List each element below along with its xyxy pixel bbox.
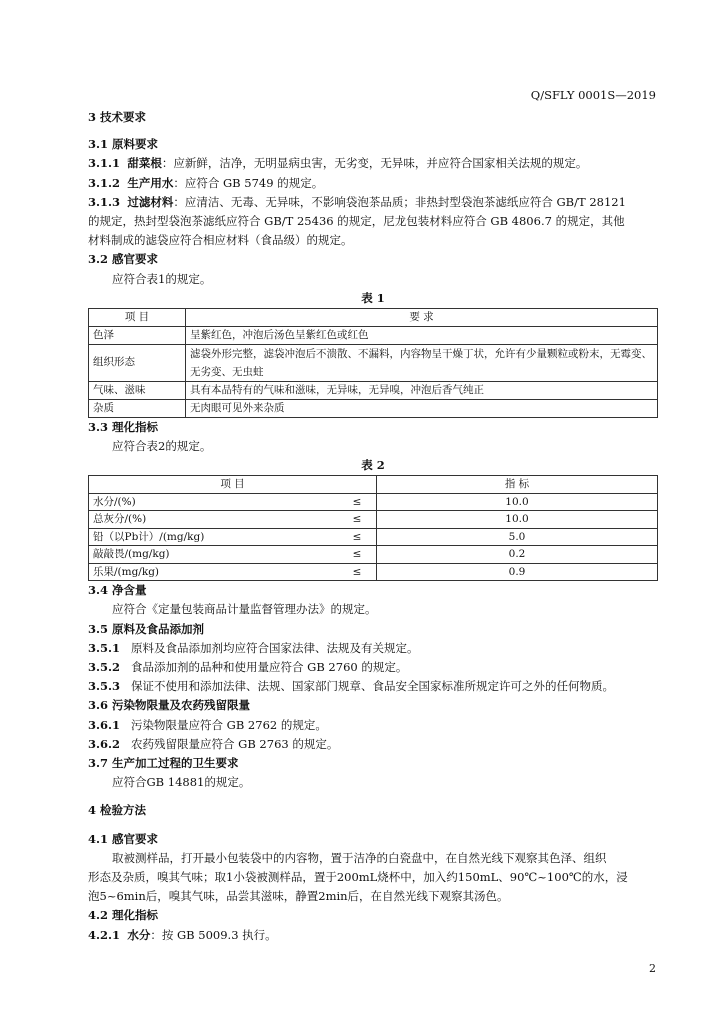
clause-3-5-2: 3.5.2 食品添加剂的品种和使用量应符合 GB 2760 的规定。 (88, 660, 408, 675)
section-3-3-text: 应符合表2的规定。 (112, 439, 212, 454)
clause-3-1-2: 3.1.2 生产用水：应符合 GB 5749 的规定。 (88, 175, 324, 190)
section-3-2-heading: 3.2 感官要求 (88, 252, 159, 267)
clause-3-1-3-line3: 材料制成的滤袋应符合相应材料（食品级）的规定。 (88, 233, 353, 248)
table-row: 色泽 呈紫红色，冲泡后汤色呈紫红色或红色 (89, 326, 658, 344)
table-2-header-row (89, 476, 658, 494)
page-number: 2 (649, 962, 656, 975)
table-row: 铅（以Pb计）/(mg/kg) ≤ 5.0 (89, 528, 658, 546)
document-header-code: Q/SFLY 0001S—2019 (530, 88, 656, 102)
section-3-7-text: 应符合GB 14881的规定。 (112, 775, 251, 790)
section-4-2-heading: 4.2 理化指标 (88, 908, 159, 923)
table-2-caption: 表 2 (361, 458, 385, 473)
section-3-2-text: 应符合表1的规定。 (112, 271, 212, 286)
section-3-heading: 3 技术要求 (88, 110, 147, 124)
clause-3-6-1: 3.6.1 污染物限量应符合 GB 2762 的规定。 (88, 717, 327, 732)
clause-3-5-3: 3.5.3 保证不使用和添加法律、法规、国家部门规章、食品安全国家标准所规定许可之外的任何物质。 (88, 679, 614, 694)
clause-3-1-3: 3.1.3 过滤材料：应清洁、无毒、无异味，不影响袋泡茶品质；非热封型袋泡茶滤纸应符合 GB/T 28121 (88, 194, 626, 209)
section-3-7-heading: 3.7 生产加工过程的卫生要求 (88, 756, 239, 771)
table-row: 敲敲畏/(mg/kg) ≤ 0.2 (89, 546, 658, 564)
section-3-6-heading: 3.6 污染物限量及农药残留限量 (88, 698, 251, 713)
section-3-3-heading: 3.3 理化指标 (88, 419, 159, 434)
table-1-header-row (89, 308, 658, 326)
table-2 (88, 475, 658, 581)
table-row: 乐果/(mg/kg) ≤ 0.9 (89, 563, 658, 581)
table-2-header-item: 项 目 (89, 476, 377, 494)
table-row: 总灰分/(%) ≤ 10.0 (89, 511, 658, 529)
section-3-1-heading: 3.1 原料要求 (88, 137, 159, 152)
clause-3-6-2: 3.6.2 农药残留限量应符合 GB 2763 的规定。 (88, 736, 339, 751)
section-4-1-heading: 4.1 感官要求 (88, 831, 159, 846)
section-3-4-heading: 3.4 净含量 (88, 583, 147, 598)
table-2-header-value: 指 标 (377, 476, 658, 494)
table-1-caption: 表 1 (361, 290, 385, 305)
table-row: 杂质 无肉眼可见外来杂质 (89, 399, 658, 417)
clause-4-2-1: 4.2.1 水分：按 GB 5009.3 执行。 (88, 927, 277, 942)
table-1-header-item: 项 目 (89, 308, 186, 326)
clause-3-1-3-line2: 的规定，热封型袋泡茶滤纸应符合 GB/T 25436 的规定，尼龙包装材料应符合 GB 4806.7 的规定，其他 (88, 214, 625, 229)
table-row: 水分/(%) ≤ 10.0 (89, 493, 658, 511)
clause-3-5-1: 3.5.1 原料及食品添加剂均应符合国家法律、法规及有关规定。 (88, 640, 419, 655)
table-1-header-requirement: 要 求 (186, 308, 658, 326)
document-body (88, 108, 658, 945)
section-3-5-heading: 3.5 原料及食品添加剂 (88, 621, 205, 636)
section-4-1-text-line1: 取被测样品，打开最小包装袋中的内容物，置于洁净的白瓷盘中，在自然光线下观察其色泽、组织 (112, 850, 607, 865)
clause-3-1-1: 3.1.1 甜菜根：应新鲜，洁净，无明显病虫害，无劣变，无异味，并应符合国家相关法规的规定。 (88, 156, 588, 171)
section-3-4-text: 应符合《定量包装商品计量监督管理办法》的规定。 (112, 602, 377, 617)
table-row: 组织形态 滤袋外形完整，滤袋冲泡后不溃散、不漏料，内容物呈干燥丁状，允许有少量颗粒或粉末，无霉变、无劣变、无虫蛀 (89, 344, 658, 381)
table-row: 气味、滋味 具有本品特有的气味和滋味，无异味，无异嗅，冲泡后香气纯正 (89, 381, 658, 399)
section-4-heading: 4 检验方法 (88, 803, 147, 818)
section-4-1-text-line3: 泡5~6min后，嗅其气味，品尝其滋味，静置2min后，在自然光线下观察其汤色。 (88, 889, 509, 904)
table-1 (88, 308, 658, 418)
section-4-1-text-line2: 形态及杂质，嗅其气味；取1小袋被测样品，置于200mL烧杯中，加入约150mL、90℃~100℃的水，浸 (88, 870, 628, 885)
